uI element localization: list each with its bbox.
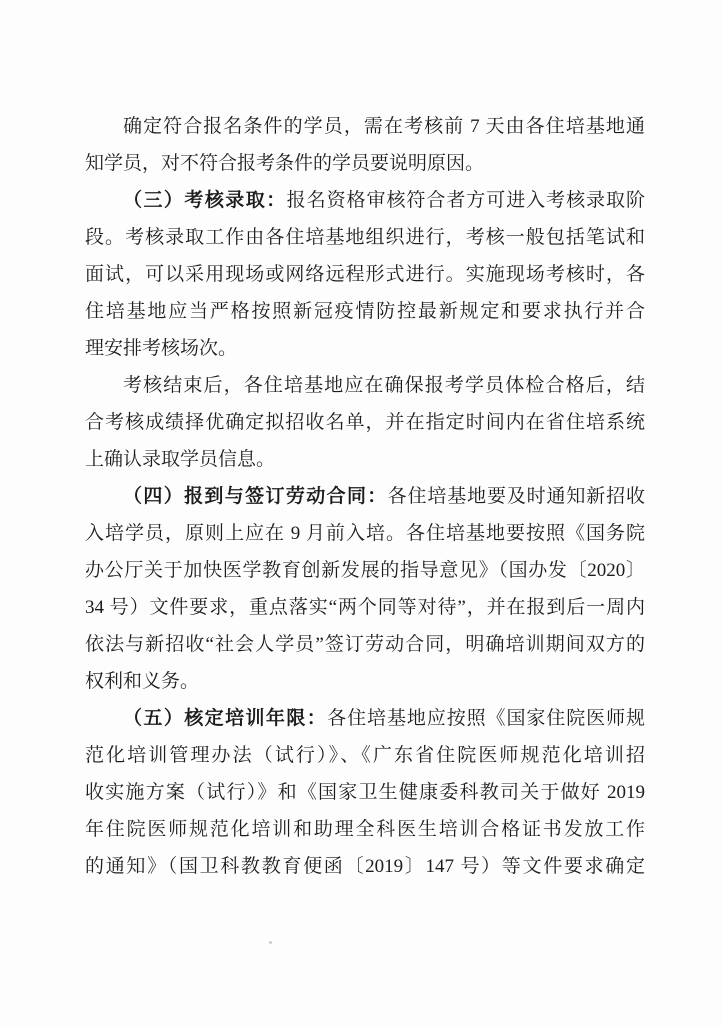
text-line: [85, 478, 645, 515]
para-section-5-training-duration: [85, 700, 645, 885]
text-line: [85, 293, 645, 330]
text-line: [85, 700, 645, 737]
body-text: 年住院医师规范化培训和助理全科医生培训合格证书发放工作: [85, 819, 645, 840]
body-text: 的通知》（国卫科教教育便函〔2019〕147 号）等文件要求确定: [85, 856, 645, 877]
text-line: [85, 145, 645, 182]
para-post-assessment-confirmation: [85, 367, 645, 478]
text-line: [85, 404, 645, 441]
body-text: 合考核成绩择优确定拟招收名单，并在指定时间内在省住培系统: [85, 412, 645, 433]
body-text: 段。考核录取工作由各住培基地组织进行，考核一般包括笔试和: [85, 227, 645, 248]
para-section-4-registration-labor-contract: [85, 478, 645, 700]
body-text: 住培基地应当严格按照新冠疫情防控最新规定和要求执行并合: [85, 301, 645, 322]
text-line: [85, 663, 645, 700]
body-text: 面试，可以采用现场或网络远程形式进行。实施现场考核时，各: [85, 264, 645, 285]
document-body: [85, 108, 645, 885]
para-section-3-assessment-admission: [85, 182, 645, 367]
text-line: [85, 626, 645, 663]
text-line: [85, 848, 645, 885]
body-text: 范化培训管理办法（试行）》、《广东省住院医师规范化培训招: [85, 745, 645, 766]
body-text: 考核结束后，各住培基地应在确保报考学员体检合格后，结: [123, 375, 645, 396]
text-line: [85, 182, 645, 219]
text-line: [85, 811, 645, 848]
body-text: 各住培基地要及时通知新招收: [387, 486, 645, 507]
body-text: 办公厅关于加快医学教育创新发展的指导意见》（国办发〔2020〕: [85, 560, 645, 581]
body-text: 依法与新招收“社会人学员”签订劳动合同，明确培训期间双方的: [85, 634, 645, 655]
body-text: 入培学员，原则上应在 9 月前入培。各住培基地要按照《国务院: [85, 523, 645, 544]
text-line: [85, 108, 645, 145]
body-text: 权利和义务。: [85, 671, 200, 692]
text-line: [85, 737, 645, 774]
text-line: [85, 515, 645, 552]
text-line: [85, 552, 645, 589]
scan-artifact-dot: [269, 941, 272, 944]
text-line: [85, 441, 645, 478]
text-line: [85, 367, 645, 404]
text-line: [85, 219, 645, 256]
body-text: 确定符合报名条件的学员，需在考核前 7 天由各住培基地通: [123, 116, 645, 137]
text-line: [85, 256, 645, 293]
text-line: [85, 589, 645, 626]
text-line: [85, 330, 645, 367]
para-eligibility-notice: [85, 108, 645, 182]
body-text: 报名资格审核符合者方可进入考核录取阶: [286, 190, 645, 211]
body-text: 各住培基地应按照《国家住院医师规: [327, 708, 645, 729]
body-text: 理安排考核场次。: [85, 338, 238, 359]
body-text: 收实施方案（试行）》和《国家卫生健康委科教司关于做好 2019: [85, 782, 645, 803]
section-heading-text: （三）考核录取：: [123, 190, 287, 211]
body-text: 上确认录取学员信息。: [85, 449, 276, 470]
body-text: 知学员，对不符合报考条件的学员要说明原因。: [85, 153, 485, 174]
section-heading-text: （五）核定培训年限：: [123, 708, 328, 729]
section-heading-text: （四）报到与签订劳动合同：: [123, 486, 388, 507]
body-text: 34 号）文件要求，重点落实“两个同等对待”，并在报到后一周内: [85, 597, 645, 618]
text-line: [85, 774, 645, 811]
